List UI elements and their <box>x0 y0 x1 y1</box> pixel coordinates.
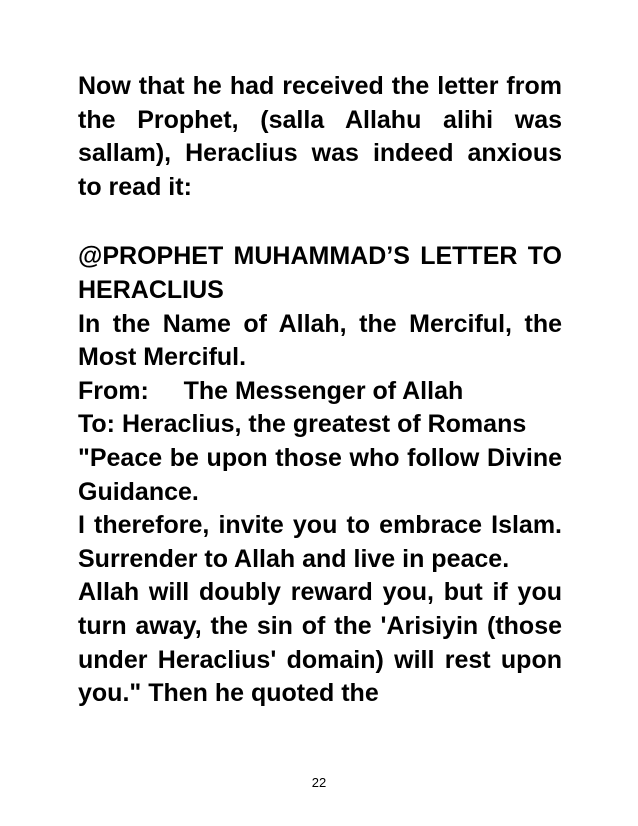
to-line: To: Heraclius, the greatest of Romans <box>78 410 527 439</box>
intro-paragraph: Now that he had received the letter from the Prophet, (salla Allahu alihi was sallam), Heraclius was indeed anxious to read it: <box>78 72 562 201</box>
letter-heading: @PROPHET MUHAMMAD’S LETTER TO HERACLIUS <box>78 242 562 304</box>
reward-paragraph: Allah will doubly reward you, but if you turn away, the sin of the 'Arisiyin (those under Heraclius' domain) will rest upon you." Then he quoted the <box>78 578 562 708</box>
basmala-line: In the Name of Allah, the Merciful, the Most Merciful. <box>78 309 562 372</box>
page-number: 22 <box>311 775 327 790</box>
invitation-paragraph: I therefore, invite you to embrace Islam. Surrender to Allah and live in peace. <box>78 511 562 573</box>
paragraph-spacer <box>78 204 562 240</box>
greeting-line: "Peace be upon those who follow Divine Guidance. <box>78 443 562 506</box>
from-value: The Messenger of Allah <box>183 376 464 405</box>
page-body <box>78 70 562 711</box>
from-line <box>78 375 562 409</box>
from-label: From: <box>78 376 149 405</box>
